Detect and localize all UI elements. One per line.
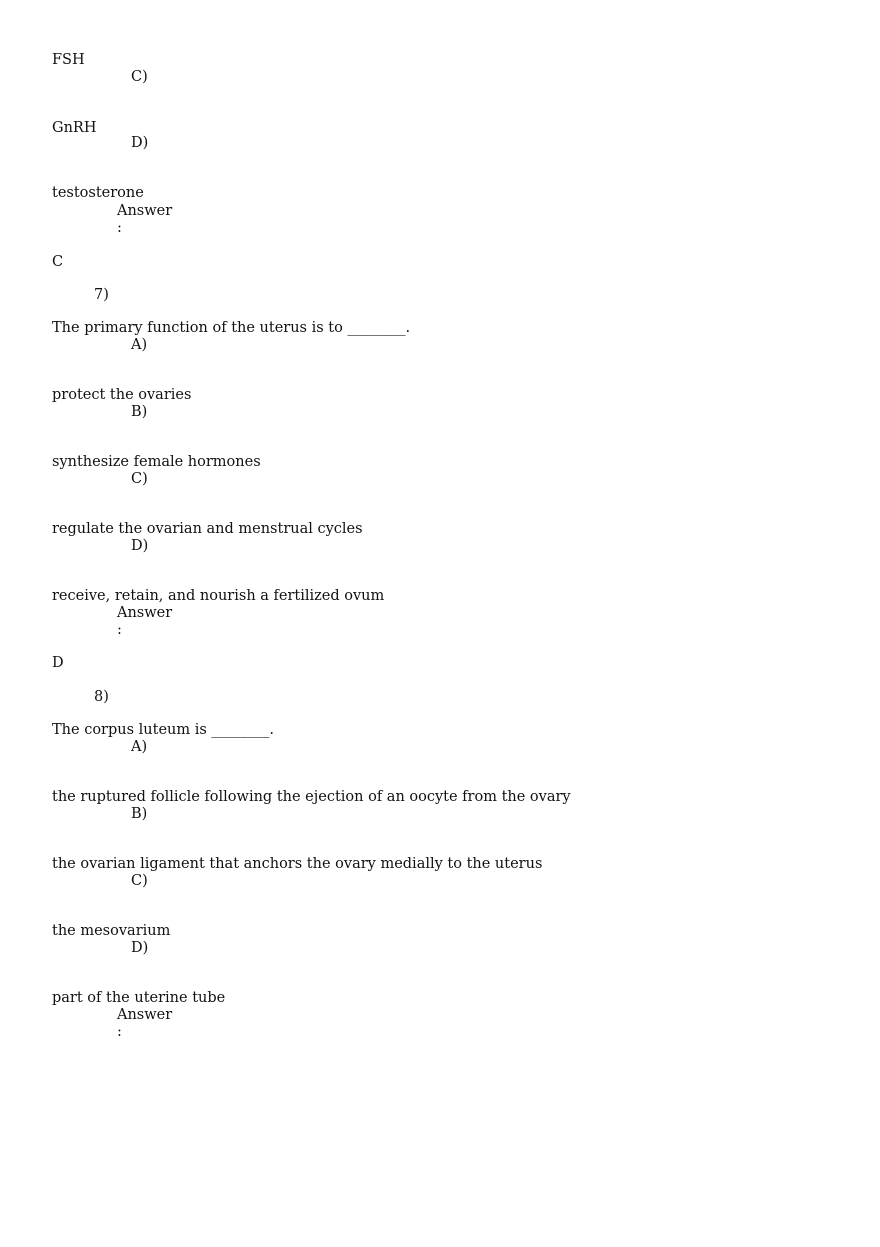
question-text: The primary function of the uterus is to ________. bbox=[52, 320, 411, 336]
option-label: A) bbox=[131, 337, 148, 353]
answer-colon: : bbox=[117, 622, 122, 638]
option-label: D) bbox=[131, 135, 149, 151]
option-text: testosterone bbox=[52, 185, 144, 201]
option-text: receive, retain, and nourish a fertilized ovum bbox=[52, 588, 385, 604]
answer-colon: : bbox=[117, 220, 122, 236]
option-text: protect the ovaries bbox=[52, 387, 192, 403]
answer-label: Answer bbox=[117, 1007, 173, 1023]
option-label: C) bbox=[131, 873, 148, 889]
question-number: 8) bbox=[94, 689, 109, 705]
answer-label: Answer bbox=[117, 605, 173, 621]
option-text: synthesize female hormones bbox=[52, 454, 261, 470]
option-label: B) bbox=[131, 404, 148, 420]
option-text: regulate the ovarian and menstrual cycles bbox=[52, 521, 363, 537]
option-label: A) bbox=[131, 739, 148, 755]
answer-value: C bbox=[52, 254, 64, 270]
option-text: the mesovarium bbox=[52, 923, 171, 939]
option-text: the ruptured follicle following the ejection of an oocyte from the ovary bbox=[52, 789, 571, 805]
option-label: D) bbox=[131, 940, 149, 956]
answer-value: D bbox=[52, 655, 64, 671]
option-text: the ovarian ligament that anchors the ovary medially to the uterus bbox=[52, 856, 543, 872]
question-text: The corpus luteum is ________. bbox=[52, 722, 275, 738]
option-text: GnRH bbox=[52, 120, 97, 136]
answer-label: Answer bbox=[117, 203, 173, 219]
option-label: B) bbox=[131, 806, 148, 822]
answer-colon: : bbox=[117, 1024, 122, 1040]
option-label: D) bbox=[131, 538, 149, 554]
question-number: 7) bbox=[94, 287, 109, 303]
option-label: C) bbox=[131, 471, 148, 487]
option-label: C) bbox=[131, 69, 148, 85]
option-text: FSH bbox=[52, 52, 85, 68]
option-text: part of the uterine tube bbox=[52, 990, 226, 1006]
